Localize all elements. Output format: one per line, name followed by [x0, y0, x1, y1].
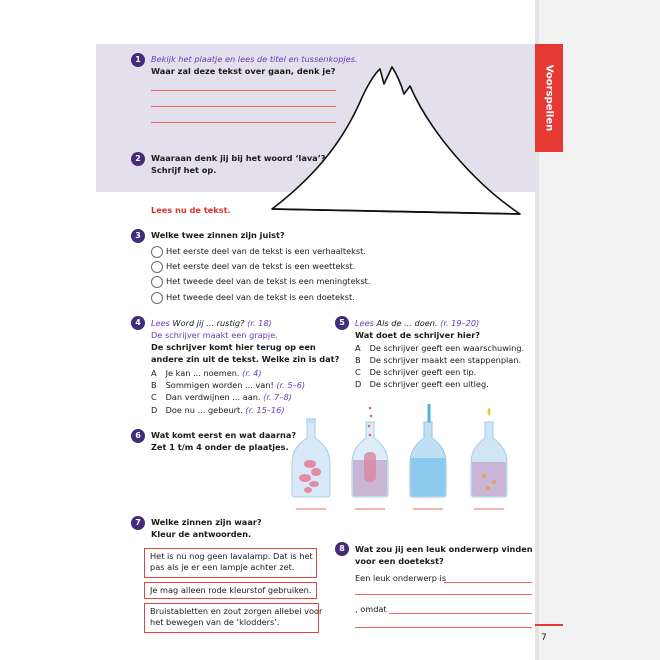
question-number-4: 4 [131, 316, 145, 330]
q5-option-letter: A [355, 343, 361, 353]
q7-question-line-2: Kleur de antwoorden. [151, 529, 252, 539]
q7-statement-3-line-2: het bewegen van de ‘klodders’. [150, 617, 280, 627]
q8-question-line-1: Wat zou jij een leuk onderwerp vinden [355, 544, 533, 554]
q3-option-4: Het tweede deel van de tekst is een doetekst. [166, 292, 355, 302]
question-number-1: 1 [131, 53, 145, 67]
q5-option-a[interactable] [355, 343, 524, 354]
q4-option-ref: (r. 7–8) [263, 392, 292, 402]
q3-option-1: Het eerste deel van de tekst is een verhaaltekst. [166, 246, 366, 256]
q4-question-line-2: andere zin uit de tekst. Welke zin is dat? [151, 354, 340, 364]
q5-option-c[interactable] [355, 367, 476, 378]
q5-option-letter: D [355, 379, 362, 389]
q5-option-d[interactable] [355, 379, 489, 390]
q3-radio-3[interactable] [151, 276, 163, 288]
q4-option-ref: (r. 4) [242, 368, 262, 378]
q1-answer-line-3[interactable] [151, 122, 336, 123]
bottle-4 [471, 407, 507, 497]
q8-prompt-1: Een leuk onderwerp is [355, 573, 447, 583]
q8-answer-line-1[interactable] [444, 582, 532, 583]
q4-lees: Lees [151, 318, 170, 328]
question-number-3: 3 [131, 229, 145, 243]
q4-option-c[interactable] [151, 392, 292, 403]
q5-title: Als de ... doen. [376, 318, 438, 328]
q2-question-line-2: Schrijf het op. [151, 165, 217, 175]
q3-radio-1[interactable] [151, 246, 163, 258]
section-tab-label: Voorspellen [543, 64, 555, 132]
q5-option-letter: C [355, 367, 361, 377]
q5-option-text: De schrijver geeft een uitleg. [369, 379, 489, 389]
page-number: 7 [541, 633, 547, 643]
q8-answer-line-3[interactable] [389, 613, 532, 614]
q5-option-b[interactable] [355, 355, 521, 366]
q5-reference-line [355, 318, 479, 329]
q7-statement-2-line-1: Je mag alleen rode kleurstof gebruiken. [150, 585, 312, 595]
q7-statement-1-line-2: pas als je er een lampje achter zet. [150, 562, 295, 572]
q4-option-b[interactable] [151, 380, 305, 391]
q4-ref: (r. 18) [247, 318, 272, 328]
q3-radio-2[interactable] [151, 261, 163, 273]
q4-title: Word jij ... rustig? [172, 318, 245, 328]
q1-answer-line-1[interactable] [151, 90, 336, 91]
q8-question-line-2: voor een doetekst? [355, 556, 444, 566]
q7-question-line-1: Welke zinnen zijn waar? [151, 517, 262, 527]
q4-option-letter: D [151, 405, 158, 415]
q4-option-a[interactable] [151, 368, 262, 379]
q4-question-line-1: De schrijver komt hier terug op een [151, 342, 316, 352]
q8-prompt-2: , omdat [355, 604, 387, 614]
q4-option-letter: C [151, 392, 157, 402]
q5-ref: (r. 19–20) [440, 318, 480, 328]
bottle-1 [292, 418, 330, 497]
q1-answer-line-2[interactable] [151, 106, 336, 107]
q4-option-text: Je kan ... noemen. [165, 368, 240, 378]
q3-question: Welke twee zinnen zijn juist? [151, 230, 285, 240]
q7-statement-2[interactable] [144, 582, 317, 599]
q4-reference-line [151, 318, 272, 329]
q6-question-line-1: Wat komt eerst en wat daarna? [151, 430, 297, 440]
question-number-2: 2 [131, 152, 145, 166]
q5-option-text: De schrijver geeft een waarschuwing. [369, 343, 525, 353]
q1-question: Waar zal deze tekst over gaan, denk je? [151, 66, 336, 76]
q2-question-line-1: Waaraan denk jij bij het woord ‘lava’? [151, 153, 326, 163]
question-number-8: 8 [335, 542, 349, 556]
volcano-illustration [270, 62, 525, 220]
q4-option-text: Sommigen worden ... van! [165, 380, 274, 390]
q7-statement-3[interactable] [144, 603, 323, 633]
read-text-instruction: Lees nu de tekst. [151, 205, 231, 215]
q4-option-d[interactable] [151, 405, 285, 416]
q3-option-2: Het eerste deel van de tekst is een weettekst. [166, 261, 356, 271]
q4-option-text: Doe nu ... gebeurt. [165, 405, 243, 415]
q5-option-letter: B [355, 355, 361, 365]
q4-intro: De schrijver maakt een grapje. [151, 330, 278, 340]
q8-answer-line-4[interactable] [355, 627, 532, 628]
q4-option-ref: (r. 5–6) [276, 380, 306, 390]
q8-answer-line-2[interactable] [355, 594, 532, 595]
bottle-2 [352, 407, 388, 497]
q5-lees: Lees [355, 318, 374, 328]
q6-question-line-2: Zet 1 t/m 4 onder de plaatjes. [151, 442, 289, 452]
question-number-7: 7 [131, 516, 145, 530]
q5-option-text: De schrijver geeft een tip. [369, 367, 477, 377]
q4-option-letter: A [151, 368, 157, 378]
question-number-6: 6 [131, 429, 145, 443]
q5-option-text: De schrijver maakt een stappenplan. [369, 355, 522, 365]
bottle-illustrations [290, 402, 530, 517]
q7-statement-3-line-1: Bruistabletten en zout zorgen allebei voor [150, 606, 323, 616]
section-tab [535, 44, 563, 152]
q3-option-3: Het tweede deel van de tekst is een meningtekst. [166, 276, 371, 286]
bottle-3 [410, 404, 446, 497]
q7-statement-1[interactable] [144, 548, 317, 578]
q4-option-ref: (r. 15–16) [245, 405, 285, 415]
question-number-5: 5 [335, 316, 349, 330]
q7-statement-1-line-1: Het is nu nog geen lavalamp. Dat is het [150, 551, 313, 561]
q3-radio-4[interactable] [151, 292, 163, 304]
q5-question: Wat doet de schrijver hier? [355, 330, 481, 340]
q1-instruction: Bekijk het plaatje en lees de titel en tussenkopjes. [151, 54, 358, 64]
q4-option-text: Dan verdwijnen ... aan. [165, 392, 261, 402]
q4-option-letter: B [151, 380, 157, 390]
page-number-rule [535, 624, 563, 626]
